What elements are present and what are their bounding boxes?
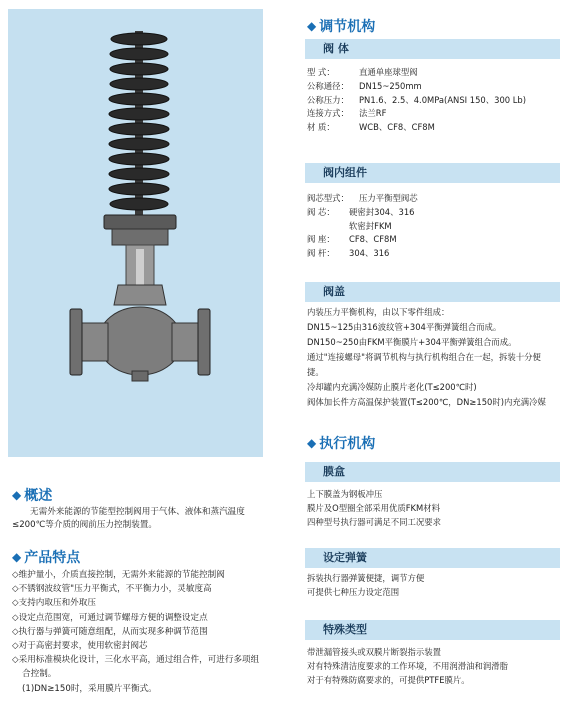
features-list: ◇维护量小，介质直接控制，无需外来能源的节能控制阀 ◇不锈钢波纹管"压力平衡式，不平衡力小，灵敏度高 ◇支持内取压和外取压 ◇设定点范围宽，可通过调节螺母方便的调整设定点 ◇执行器与弹簧可随意组配，从而实现多种调节范围 ◇对于高密封要求，使用软密封阀芯 ◇采用标准模块化设计，三化水平高，通过组合件，可进行多项组 合控制。 (1)DN≥150时，采用膜片平衡式。 bbox=[12, 570, 260, 694]
spec-row: 型 式： 直通单座球型阀 bbox=[307, 67, 418, 77]
spec-row: 阀 芯： 硬密封304、316 bbox=[307, 206, 415, 217]
spec-row: 连接方式： 法兰RF bbox=[307, 108, 387, 119]
spec-row: 公称压力： PN1.6、2.5、4.0MPa(ANSI 150、300 Lb) bbox=[307, 94, 527, 105]
diaphragm-text: 上下膜盖为钢板冲压 膜片及O型圈全部采用优质FKM材料 四种型号执行器可满足不同工况要求 bbox=[307, 489, 441, 527]
spring-text: 拆装执行器弹簧便捷，调节方便 可提供七种压力设定范围 bbox=[307, 573, 425, 597]
actuator-title: 执行机构 bbox=[319, 436, 376, 452]
spec-row: 阀芯型式： 压力平衡型阀芯 bbox=[307, 193, 418, 203]
overview-heading bbox=[12, 485, 52, 505]
internals-spec-list bbox=[307, 192, 418, 261]
spec-row: 阀 座： CF8、CF8M bbox=[307, 234, 397, 245]
regulating-heading bbox=[307, 16, 375, 36]
diaphragm-bar: 膜盒 bbox=[305, 462, 560, 482]
bonnet-text: 内装压力平衡机构，由以下零件组成： DN15~125由316波纹管+304平衡弹簧组合而成。 DN150~250由FKM平衡膜片+304平衡弹簧组合而成。 通过"连接螺母"将调节机构与执行机构组合在一起，拆装十分便 捷。 冷却罐内充满冷媒防止膜片老化(T≤200℃时) 阀体加长件方高温保护装置(T≤200℃，DN≥150时)内充满冷媒 bbox=[307, 307, 546, 407]
features-title: 产品特点 bbox=[24, 550, 81, 566]
diamond-icon: ◆ bbox=[12, 488, 22, 502]
body-spec-list bbox=[307, 66, 526, 135]
special-text: 带泄漏管接头或双膜片断裂指示装置 对有特殊清洁度要求的工作环境，不用润滑油和润滑脂 对于有特殊防腐要求的，可提供PTFE膜片。 bbox=[307, 647, 508, 685]
spring-icon bbox=[109, 31, 169, 221]
spring-bar: 设定弹簧 bbox=[305, 548, 560, 568]
spec-row: 公称通径： DN15~250mm bbox=[307, 80, 422, 91]
diamond-icon: ◆ bbox=[307, 19, 317, 33]
overview-text: 无需外来能源的节能型控制阀用于气体、液体和蒸汽温度 ≤200℃等介质的阀前压力控制装置。 bbox=[12, 507, 245, 531]
diamond-icon: ◆ bbox=[307, 436, 317, 450]
bonnet-bar: 阀盖 bbox=[305, 282, 560, 302]
product-photo-panel bbox=[8, 9, 263, 457]
valve-illustration bbox=[8, 9, 263, 457]
body-bar: 阀 体 bbox=[305, 39, 560, 59]
spec-row: 阀 杆： 304、316 bbox=[307, 248, 390, 259]
overview-title: 概述 bbox=[24, 488, 53, 504]
actuator-heading bbox=[307, 433, 375, 453]
regulating-title: 调节机构 bbox=[319, 19, 376, 35]
diamond-icon: ◆ bbox=[12, 550, 22, 564]
spec-row: 材 质： WCB、CF8、CF8M bbox=[307, 122, 435, 133]
internals-bar: 阀内组件 bbox=[305, 163, 560, 183]
features-heading bbox=[12, 547, 80, 567]
spec-row: 软密封FKM bbox=[349, 220, 392, 231]
special-bar: 特殊类型 bbox=[305, 620, 560, 640]
